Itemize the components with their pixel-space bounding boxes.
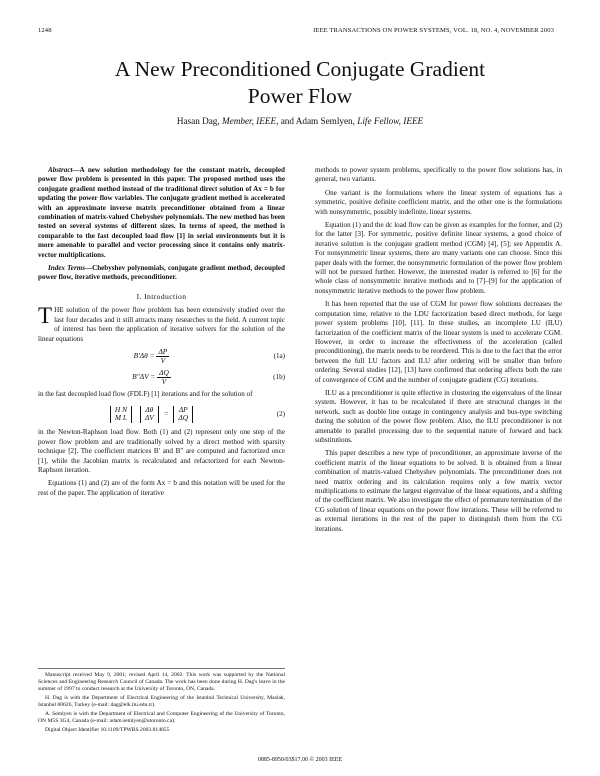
index-terms-label: Index Terms— [48,264,93,273]
section-heading: I. Introduction [136,291,187,301]
eq2-matrix-row-2: M L [114,413,128,423]
eq1a-number: (1a) [273,352,285,361]
eq2-jacobian-matrix [110,406,132,423]
right-paragraph-4: It has been reported that the use of CGM for power flow solutions decreases the computation time, relative to the LDU factorization based direct methods, for large power system problems [10], [11]. In these studies, an incomplete LU (ILU) factorization of the coefficient matrix of the linear system is used to accelerate CGM. However, in order to increase the effectiveness of the acceleration (called preconditioning), the matrix needs to be reordered. This is due to the fact that the error between the full LU factors and ILU after ordering will be smaller than before ordering. Several studies [12], [13] have confirmed that ordering affects both the rate of convergence of CGM and the number of conjugate gradient (CG) iterations. [315,300,562,384]
eq1a-fraction [156,348,169,365]
intro-paragraph-2: in the fast decoupled load flow (FDLF) [1] iterations and for the solution of [38,389,253,398]
eq2-unknown-vector [140,406,159,423]
right-paragraph-3: Equation (1) and the dc load flow can be given as examples for the former, and (2) for the latter [3]. For symmetric, positive definite linear systems, a good choice of iterative solution is the conjugate gradient method (CGM) [4], [5]; see Appendix A. For nonsymmetric linear systems, there are many variants one can choose. Since this paper deals with the former, the nonsymmetric formulation of the power flow problem will not be pursued further. However, the interested reader is referred to [6] for the whole class of nonsymmetric iterative methods and to [7]–[9] for the application of nonsymmetric iterative methods to the power flow problem. [315,221,562,295]
footnote-manuscript: Manuscript received May 9, 2001; revised April 14, 2002. This work was supported by the National Sciences and Engineering Research Council of Canada. The work has been done during H. Dag's leave in the summer of 1997 to conduct research at the University of Toronto, ON, Canada. [38,672,285,693]
eq2-x-row-2: ΔV [144,413,154,423]
right-column [315,166,562,538]
abstract [38,166,285,260]
right-paragraph-6: This paper describes a new type of preconditioner, an approximate inverse of the coefficient matrix of the linear equations to be solved. It is obtained from a linear combination of matrix-valued Chebyshev polynomials. The preconditioner does not need matrix ordering and its calculation requires only a few matrix vector multiplications to estimate the largest eigenvalue of the linear equations, and a shifting of the coefficient matrix. We also investigate the effect of premature termination of the CG solution of linear equations on the power flow iterations. These will be referred to as external iterations in the rest of the paper to distinguish them from the CG iterations. [315,449,562,533]
equation-1b [38,369,285,387]
equation-1a [38,348,285,366]
footnote-author-1: H. Dag is with the Department of Electrical Engineering of the Istanbul Technical University, Maslak, Istanbul 80626, Turkey (e-mail: dag@elk.itu.edu.tr). [38,695,285,709]
author-2: and Adam Semlyen, [280,116,355,126]
eq1b-number: (1b) [273,373,285,382]
abstract-text: A new solution methodology for the constant matrix, decoupled power flow problem is presented in this paper. The proposed method uses the conjugate gradient method instead of the traditional direct solution of Ax = b for updating the power flow variables. The conjugate gradient method is accelerated with an approximate inverse matrix preconditioner obtained from a linear combination of matrix-valued Chebyshev polynomials. The new method has been tested on several systems of different sizes. In terms of speed, the method is comparable to the fast decoupled load flow [1] in serial environments but it is more amenable to parallel and vector processing since it contains only matrix-vector multiplications. [38,166,285,259]
eq2-b-row-2: ΔQ [178,413,189,423]
footnote-author-2: A. Semlyen is with the Department of Electrical and Computer Engineering of the University of Toronto, ON M5S 3G4, Canada (e-mail: adam.semlyen@utoronto.ca). [38,711,285,725]
eq1b-fraction [157,369,171,386]
eq1b-numerator: ΔQ [159,368,169,378]
page-number: 1248 [38,27,52,34]
eq2-number: (2) [276,409,285,418]
right-paragraph-2: One variant is the formulations where the linear system of equations has a symmetric, positive definite coefficient matrix, and the other one is the formulations with nonsymmetric, possibly indefinite, linear systems. [315,188,562,216]
title-line-2: Power Flow [247,84,353,108]
footnote-doi: Digital Object Identifier 10.1109/TPWRS.2003.814855 [45,726,170,733]
eq2-matrix-row-1: H N [114,404,128,414]
right-paragraph-5: ILU as a preconditioner is quite effective in clustering the eigenvalues of the linear system. However, it has to be recalculated if there are structural changes in the network, such as double line outage in contingency analysis and bus-type switching during the solution of the power flow problem. Also, the ILU preconditioner is not amenable to parallel processing due to the sequential nature of forward and back substitutions. [315,388,562,444]
author-line [40,116,560,126]
index-terms-text: Chebyshev polynomials, conjugate gradient method, decoupled power flow, iterative methods, preconditioner. [38,264,285,282]
copyright-line: 0885-8950/03$17.00 © 2003 IEEE [257,757,343,763]
author-1: Hasan Dag, [176,116,220,126]
eq1a-numerator: ΔP [158,347,168,357]
eq1a-denominator: V [160,356,166,366]
left-column [38,166,285,502]
eq2-x-row-1: Δθ [145,404,154,414]
right-paragraph-1: methods to power system problems, specifically to the power flow solutions has, in general, two variants. [315,166,562,184]
intro-paragraph-3: in the Newton-Raphson load flow. Both (1) and (2) represent only one step of the power flow problem and are traditionally solved by a direct method with sparsity technique [2]. The coefficient matrices B′ and B″ are computed and factorized once [1], while the Jacobian matrix is recalculated and refactorized for each Newton-Raphson iteration. [38,428,285,474]
intro-paragraph-1: THE solution of the power flow problem has been extensively studied over the last four decades and it still attracts many researches to the field. A current topic of interest has been the application of iterative solvers for the solution of the linear equations [38,303,285,343]
eq1b-denominator: V [161,377,167,387]
abstract-label: Abstract— [48,166,80,174]
author-1-role: Member, IEEE, [222,116,279,126]
eq1a-lhs: B′Δθ = [133,351,155,361]
author-2-role: Life Fellow, IEEE [357,116,424,126]
equation-2: H N M L Δθ ΔV = ΔP ΔQ (2) [38,403,285,425]
footnotes [38,668,285,736]
title-line-1: A New Preconditioned Conjugate Gradient [114,57,486,81]
eq1b-lhs: B″ΔV = [132,372,156,382]
eq2-mismatch-vector [173,406,193,423]
paper-title [40,56,560,110]
intro-paragraph-4: Equations (1) and (2) are of the form Ax = b and this notation will be used for the rest of the paper. The application of iterative [38,479,285,497]
index-terms [38,264,285,283]
running-header: IEEE TRANSACTIONS ON POWER SYSTEMS, VOL. 18, NO. 4, NOVEMBER 2003 [313,27,554,34]
eq2-b-row-1: ΔP [178,404,188,414]
